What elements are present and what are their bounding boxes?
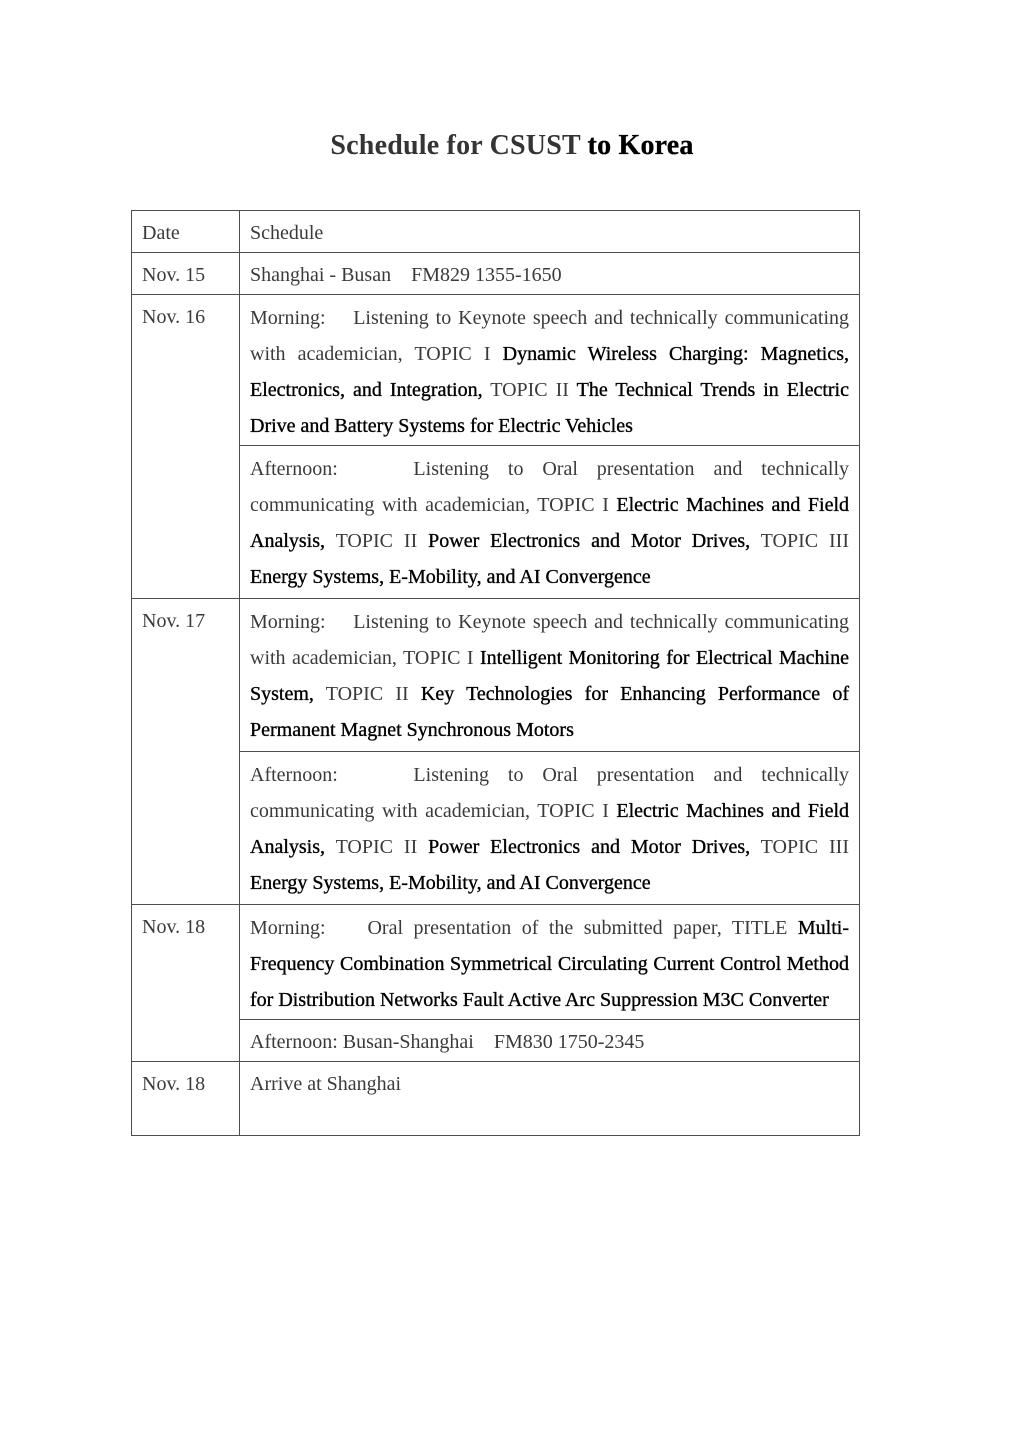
schedule-table xyxy=(131,210,860,1136)
schedule-cell xyxy=(240,752,860,905)
header-schedule-cell: Schedule xyxy=(240,211,860,253)
header-date-cell: Date xyxy=(132,211,240,253)
paper-title-text: Multi-Frequency Combination Symmetrical Circulating Current Control Method for Distribution Networks Fault Active Arc Suppression M3C Converter xyxy=(250,917,849,1011)
schedule-text: Shanghai - Busan FM829 1355-1650 xyxy=(250,264,562,286)
date-cell: Nov. 15 xyxy=(132,253,240,295)
schedule-text: Afternoon: Listening to Oral presentation and technically communicating with academician, TOPIC I xyxy=(250,458,849,516)
topic-label-text: TOPIC II xyxy=(335,836,429,858)
table-row-nov18-arrival xyxy=(132,1062,860,1136)
topic-title-text: Intelligent Monitoring for Electrical Machine System, xyxy=(250,647,849,705)
table-row-nov15 xyxy=(132,253,860,295)
topic-title-text: Power Electronics and Motor Drives, xyxy=(428,836,761,858)
topic-title-text: Energy Systems, E-Mobility, and AI Convergence xyxy=(250,566,651,588)
schedule-text: Afternoon: Busan-Shanghai FM830 1750-2345 xyxy=(250,1031,645,1053)
schedule-text: Morning: Oral presentation of the submitted paper, TITLE xyxy=(250,917,798,939)
topic-title-text: Dynamic Wireless Charging: Magnetics, Electronics, and Integration, xyxy=(250,343,849,401)
schedule-cell xyxy=(240,599,860,752)
table-header-row xyxy=(132,211,860,253)
topic-label-text: TOPIC II xyxy=(335,530,429,552)
date-cell: Nov. 17 xyxy=(132,599,240,905)
schedule-text: Morning: Listening to Keynote speech and technically communicating with academician, TOPIC I xyxy=(250,307,849,365)
table-row-nov17-morning xyxy=(132,599,860,752)
topic-title-text: Electric Machines and Field Analysis, xyxy=(250,800,849,858)
topic-title-text: Energy Systems, E-Mobility, and AI Convergence xyxy=(250,872,651,894)
table-row-nov17-afternoon xyxy=(132,752,860,905)
schedule-cell xyxy=(240,295,860,446)
topic-label-text: TOPIC II xyxy=(325,683,421,705)
schedule-text: Morning: Listening to Keynote speech and technically communicating with academician, TOPIC I xyxy=(250,611,849,669)
date-cell: Nov. 18 xyxy=(132,905,240,1062)
date-cell: Nov. 16 xyxy=(132,295,240,599)
topic-label-text: TOPIC III xyxy=(760,836,849,858)
schedule-cell xyxy=(240,253,860,295)
table-row-nov16-afternoon xyxy=(132,446,860,599)
schedule-text: Afternoon: Listening to Oral presentation and technically communicating with academician, TOPIC I xyxy=(250,764,849,822)
table-row-nov18-morning xyxy=(132,905,860,1020)
table-row-nov16-morning xyxy=(132,295,860,446)
schedule-cell xyxy=(240,905,860,1020)
topic-title-text: Power Electronics and Motor Drives, xyxy=(428,530,761,552)
page-title-segment-light: Schedule for CSUST xyxy=(330,130,588,161)
topic-title-text: Electric Machines and Field Analysis, xyxy=(250,494,849,552)
schedule-cell xyxy=(240,446,860,599)
schedule-cell xyxy=(240,1062,860,1136)
topic-title-text: Key Technologies for Enhancing Performance of Permanent Magnet Synchronous Motors xyxy=(250,683,849,741)
table-row-nov18-afternoon xyxy=(132,1020,860,1062)
date-cell: Nov. 18 xyxy=(132,1062,240,1136)
topic-label-text: TOPIC III xyxy=(760,530,849,552)
schedule-text: Arrive at Shanghai xyxy=(250,1073,402,1095)
schedule-cell xyxy=(240,1020,860,1062)
page-title xyxy=(0,128,1024,164)
topic-label-text: TOPIC II xyxy=(490,379,577,401)
page-title-segment-dark: to Korea xyxy=(587,130,694,161)
topic-title-text: The Technical Trends in Electric Drive and Battery Systems for Electric Vehicles xyxy=(250,379,849,437)
